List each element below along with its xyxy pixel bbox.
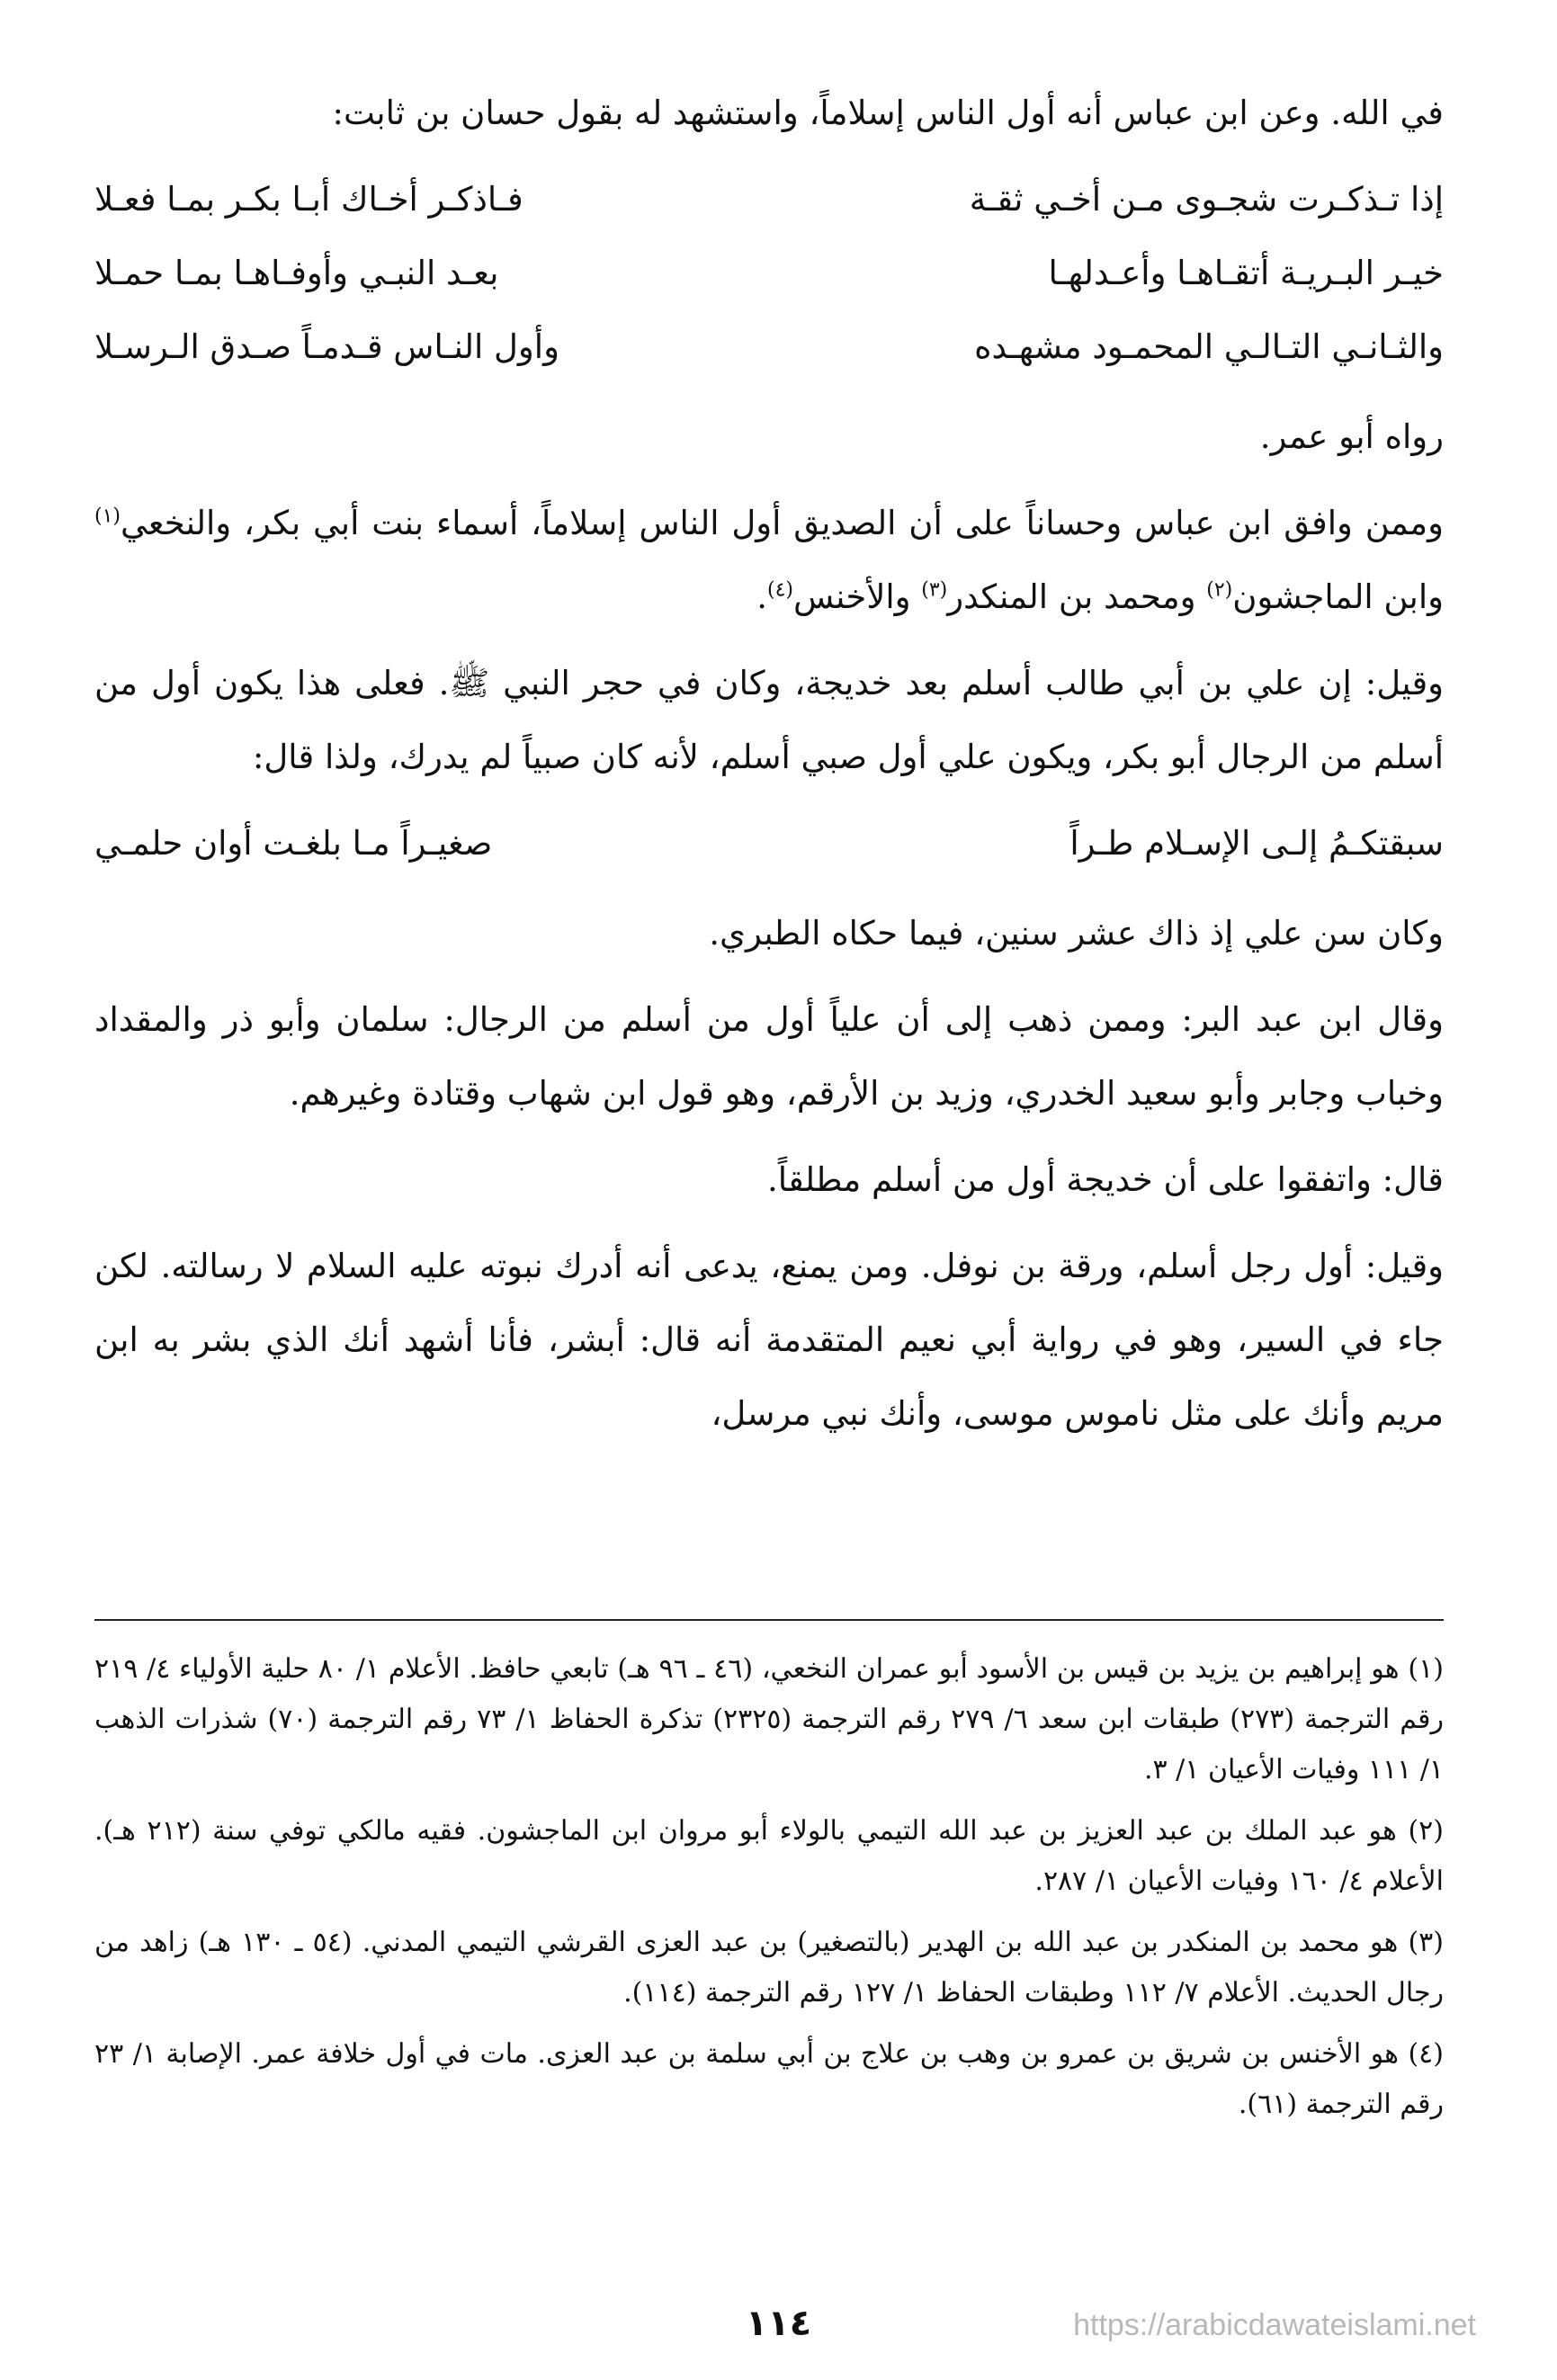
footnote-ref-1[interactable]: (١)	[94, 505, 121, 528]
footnote-ref-4[interactable]: (٤)	[767, 578, 794, 602]
verse-second-hemistich: بعـد النبـي وأوفـاهـا بمـا حمـلا	[94, 254, 499, 292]
narration-note: رواه أبو عمر.	[1259, 417, 1444, 456]
agreement-end: .	[756, 577, 767, 616]
agreement-paragraph	[94, 487, 1444, 634]
verse-first-hemistich: إذا تـذكـرت شجـوى مـن أخـي ثقـة	[969, 180, 1444, 219]
verse-line	[94, 807, 1444, 881]
khadija-paragraph: قال: واتفقوا على أن خديجة أول من أسلم مطلقاً.	[767, 1160, 1444, 1199]
footnotes	[94, 1644, 1444, 2141]
agreement-text-2: وابن الماجشون	[1232, 577, 1444, 616]
footnote-3: (٣) هو محمد بن المنكدر بن عبد الله بن الهدير (بالتصغير) بن عبد العزى القرشي التيمي المدني. (٥٤ ـ ١٣٠ هـ) زاهد من رجال الحديث. الأعلام ٧/ ١١٢ وطبقات الحفاظ ١/ ١٢٧ رقم الترجمة (١١٤).	[94, 1927, 1445, 2009]
agreement-text-3: ومحمد بن المنكدر	[947, 577, 1207, 616]
verse-line	[94, 163, 1444, 237]
footnote-4: (٤) هو الأخنس بن شريق بن عمرو بن وهب بن علاج بن أبي سلمة بن عبد العزى. مات في أول خلافة عمر. الإصابة ١/ ٢٣ رقم الترجمة (٦١).	[94, 2038, 1444, 2120]
agreement-text-4: والأخنس	[793, 577, 922, 616]
verse-line	[94, 237, 1444, 310]
footnote-2: (٢) هو عبد الملك بن عبد العزيز بن عبد الله التيمي بالولاء أبو مروان ابن الماجشون. فقيه مالكي توفي سنة (٢١٢ هـ). الأعلام ٤/ ١٦٠ وفيات الأعيان ١/ ٢٨٧.	[94, 1815, 1444, 1897]
waraqa-paragraph: وقيل: أول رجل أسلم، ورقة بن نوفل. ومن يمنع، يدعى أنه أدرك نبوته عليه السلام لا رسالته. لكن جاء في السير، وهو في رواية أبي نعيم المتقدمة أنه قال: أبشر، فأنا أشهد أنك الذي بشر به ابن مريم وأنك على مثل ناموس موسى، وأنك نبي مرسل،	[94, 1247, 1444, 1433]
age-paragraph: وكان سن علي إذ ذاك عشر سنين، فيما حكاه الطبري.	[709, 914, 1444, 953]
watermark-url: https://arabicdawateislami.net	[1073, 2308, 1476, 2342]
footnote-divider	[94, 1619, 1444, 1621]
verse-first-hemistich: سبقتكـمُ إلـى الإسـلام طـراً	[1069, 824, 1444, 863]
ali-paragraph: وقيل: إن علي بن أبي طالب أسلم بعد خديجة، وكان في حجر النبي ﷺ. فعلى هذا يكون أول من أسلم من الرجال أبو بكر، ويكون علي أول صبي أسلم، لأنه كان صبياً لم يدرك، ولذا قال:	[94, 664, 1444, 776]
verse-first-hemistich: والثـانـي التـالـي المحمـود مشهـده	[974, 327, 1444, 366]
poem-hassan	[94, 163, 1444, 384]
verse-second-hemistich: وأول النـاس قـدمـاً صـدق الـرسـلا	[94, 327, 559, 366]
verse-second-hemistich: صغيـراً مـا بلغـت أوان حلمـي	[94, 824, 493, 863]
footnote-ref-3[interactable]: (٣)	[921, 578, 948, 602]
intro-paragraph: في الله. وعن ابن عباس أنه أول الناس إسلاماً، واستشهد له بقول حسان بن ثابت:	[332, 94, 1444, 132]
agreement-text: وممن وافق ابن عباس وحساناً على أن الصديق أول الناس إسلاماً، أسماء بنت أبي بكر، والنخعي	[121, 504, 1444, 542]
verse-second-hemistich: فـاذكـر أخـاك أبـا بكـر بمـا فعـلا	[94, 180, 523, 219]
page-number: ١١٤	[745, 2303, 812, 2344]
ibn-abd-albar-paragraph: وقال ابن عبد البر: وممن ذهب إلى أن علياً أول من أسلم من الرجال: سلمان وأبو ذر والمقداد وخباب وجابر وأبو سعيد الخدري، وزيد بن الأرقم، وهو قول ابن شهاب وقتادة وغيرهم.	[94, 1000, 1444, 1113]
main-text	[94, 76, 1444, 1463]
footnote-ref-2[interactable]: (٢)	[1206, 578, 1233, 602]
poem-ali	[94, 807, 1444, 881]
verse-line	[94, 310, 1444, 384]
verse-first-hemistich: خيـر البـريـة أتقـاهـا وأعـدلهـا	[1048, 254, 1444, 292]
footnote-1: (١) هو إبراهيم بن يزيد بن قيس بن الأسود أبو عمران النخعي، (٤٦ ـ ٩٦ هـ) تابعي حافظ. الأعلام ١/ ٨٠ حلية الأولياء ٤/ ٢١٩ رقم الترجمة (٢٧٣) طبقات ابن سعد ٦/ ٢٧٩ رقم الترجمة (٢٣٢٥) تذكرة الحفاظ ١/ ٧٣ رقم الترجمة (٧٠) شذرات الذهب ١/ ١١١ وفيات الأعيان ١/ ٣.	[94, 1653, 1444, 1785]
